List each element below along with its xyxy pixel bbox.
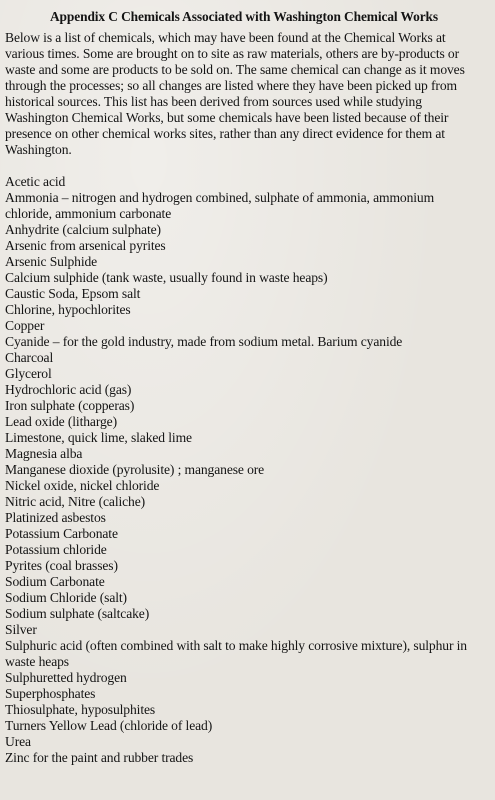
chemical-list-item: Superphosphates: [5, 686, 96, 701]
chemical-list-item: Copper: [5, 318, 45, 333]
chemical-list-item: Pyrites (coal brasses): [5, 558, 118, 573]
chemical-list-item: Silver: [5, 622, 37, 637]
intro-paragraph: Below is a list of chemicals, which may have been found at the Chemical Works at various times. Some are brought on to site as raw materials, others are by-products or waste and some are products to be sold on. The same chemical can change as it moves through the processes; so all changes are listed where they have been picked up from historical sources. This list has been derived from sources used while studying Washington Chemical Works, but some chemicals have been listed because of their presence on other chemical works sites, rather than any direct evidence for them at Washington.: [5, 30, 465, 157]
chemical-list-item: Limestone, quick lime, slaked lime: [5, 430, 192, 445]
chemical-list-item: Anhydrite (calcium sulphate): [5, 222, 161, 237]
chemical-list-item: Sulphuric acid (often combined with salt to make highly corrosive mixture), sulphur in waste heaps: [5, 638, 467, 669]
chemical-list-item: Nickel oxide, nickel chloride: [5, 478, 160, 493]
chemical-list-item: Sodium Chloride (salt): [5, 590, 127, 605]
chemical-list-item: Chlorine, hypochlorites: [5, 302, 131, 317]
chemical-list-item: Potassium Carbonate: [5, 526, 118, 541]
chemical-list-item: Urea: [5, 734, 31, 749]
chemical-list-item: Thiosulphate, hyposulphites: [5, 702, 156, 717]
chemical-list-item: Arsenic Sulphide: [5, 254, 98, 269]
chemical-list-item: Turners Yellow Lead (chloride of lead): [5, 718, 213, 733]
chemical-list-item: Platinized asbestos: [5, 510, 106, 525]
chemical-list-item: Magnesia alba: [5, 446, 83, 461]
chemical-list-item: Cyanide – for the gold industry, made from sodium metal. Barium cyanide: [5, 334, 403, 349]
chemical-list-item: Potassium chloride: [5, 542, 107, 557]
chemical-list: [5, 174, 483, 766]
chemical-list-item: Ammonia – nitrogen and hydrogen combined, sulphate of ammonia, ammonium chloride, ammonium carbonate: [5, 190, 435, 221]
chemical-list-item: Caustic Soda, Epsom salt: [5, 286, 141, 301]
chemical-list-item: Iron sulphate (copperas): [5, 398, 135, 413]
chemical-list-item: Glycerol: [5, 366, 52, 381]
chemical-list-item: Arsenic from arsenical pyrites: [5, 238, 166, 253]
chemical-list-item: Lead oxide (litharge): [5, 414, 117, 429]
chemical-list-item: Acetic acid: [5, 174, 66, 189]
chemical-list-item: Zinc for the paint and rubber trades: [5, 750, 194, 765]
chemical-list-item: Hydrochloric acid (gas): [5, 382, 132, 397]
chemical-list-item: Manganese dioxide (pyrolusite) ; manganese ore: [5, 462, 265, 477]
chemical-list-item: Sodium sulphate (saltcake): [5, 606, 150, 621]
page-title: Appendix C Chemicals Associated with Washington Chemical Works: [49, 9, 438, 24]
chemical-list-item: Charcoal: [5, 350, 54, 365]
chemical-list-item: Calcium sulphide (tank waste, usually found in waste heaps): [5, 270, 328, 285]
chemical-list-item: Sulphuretted hydrogen: [5, 670, 127, 685]
chemical-list-item: Nitric acid, Nitre (caliche): [5, 494, 146, 509]
chemical-list-item: Sodium Carbonate: [5, 574, 105, 589]
